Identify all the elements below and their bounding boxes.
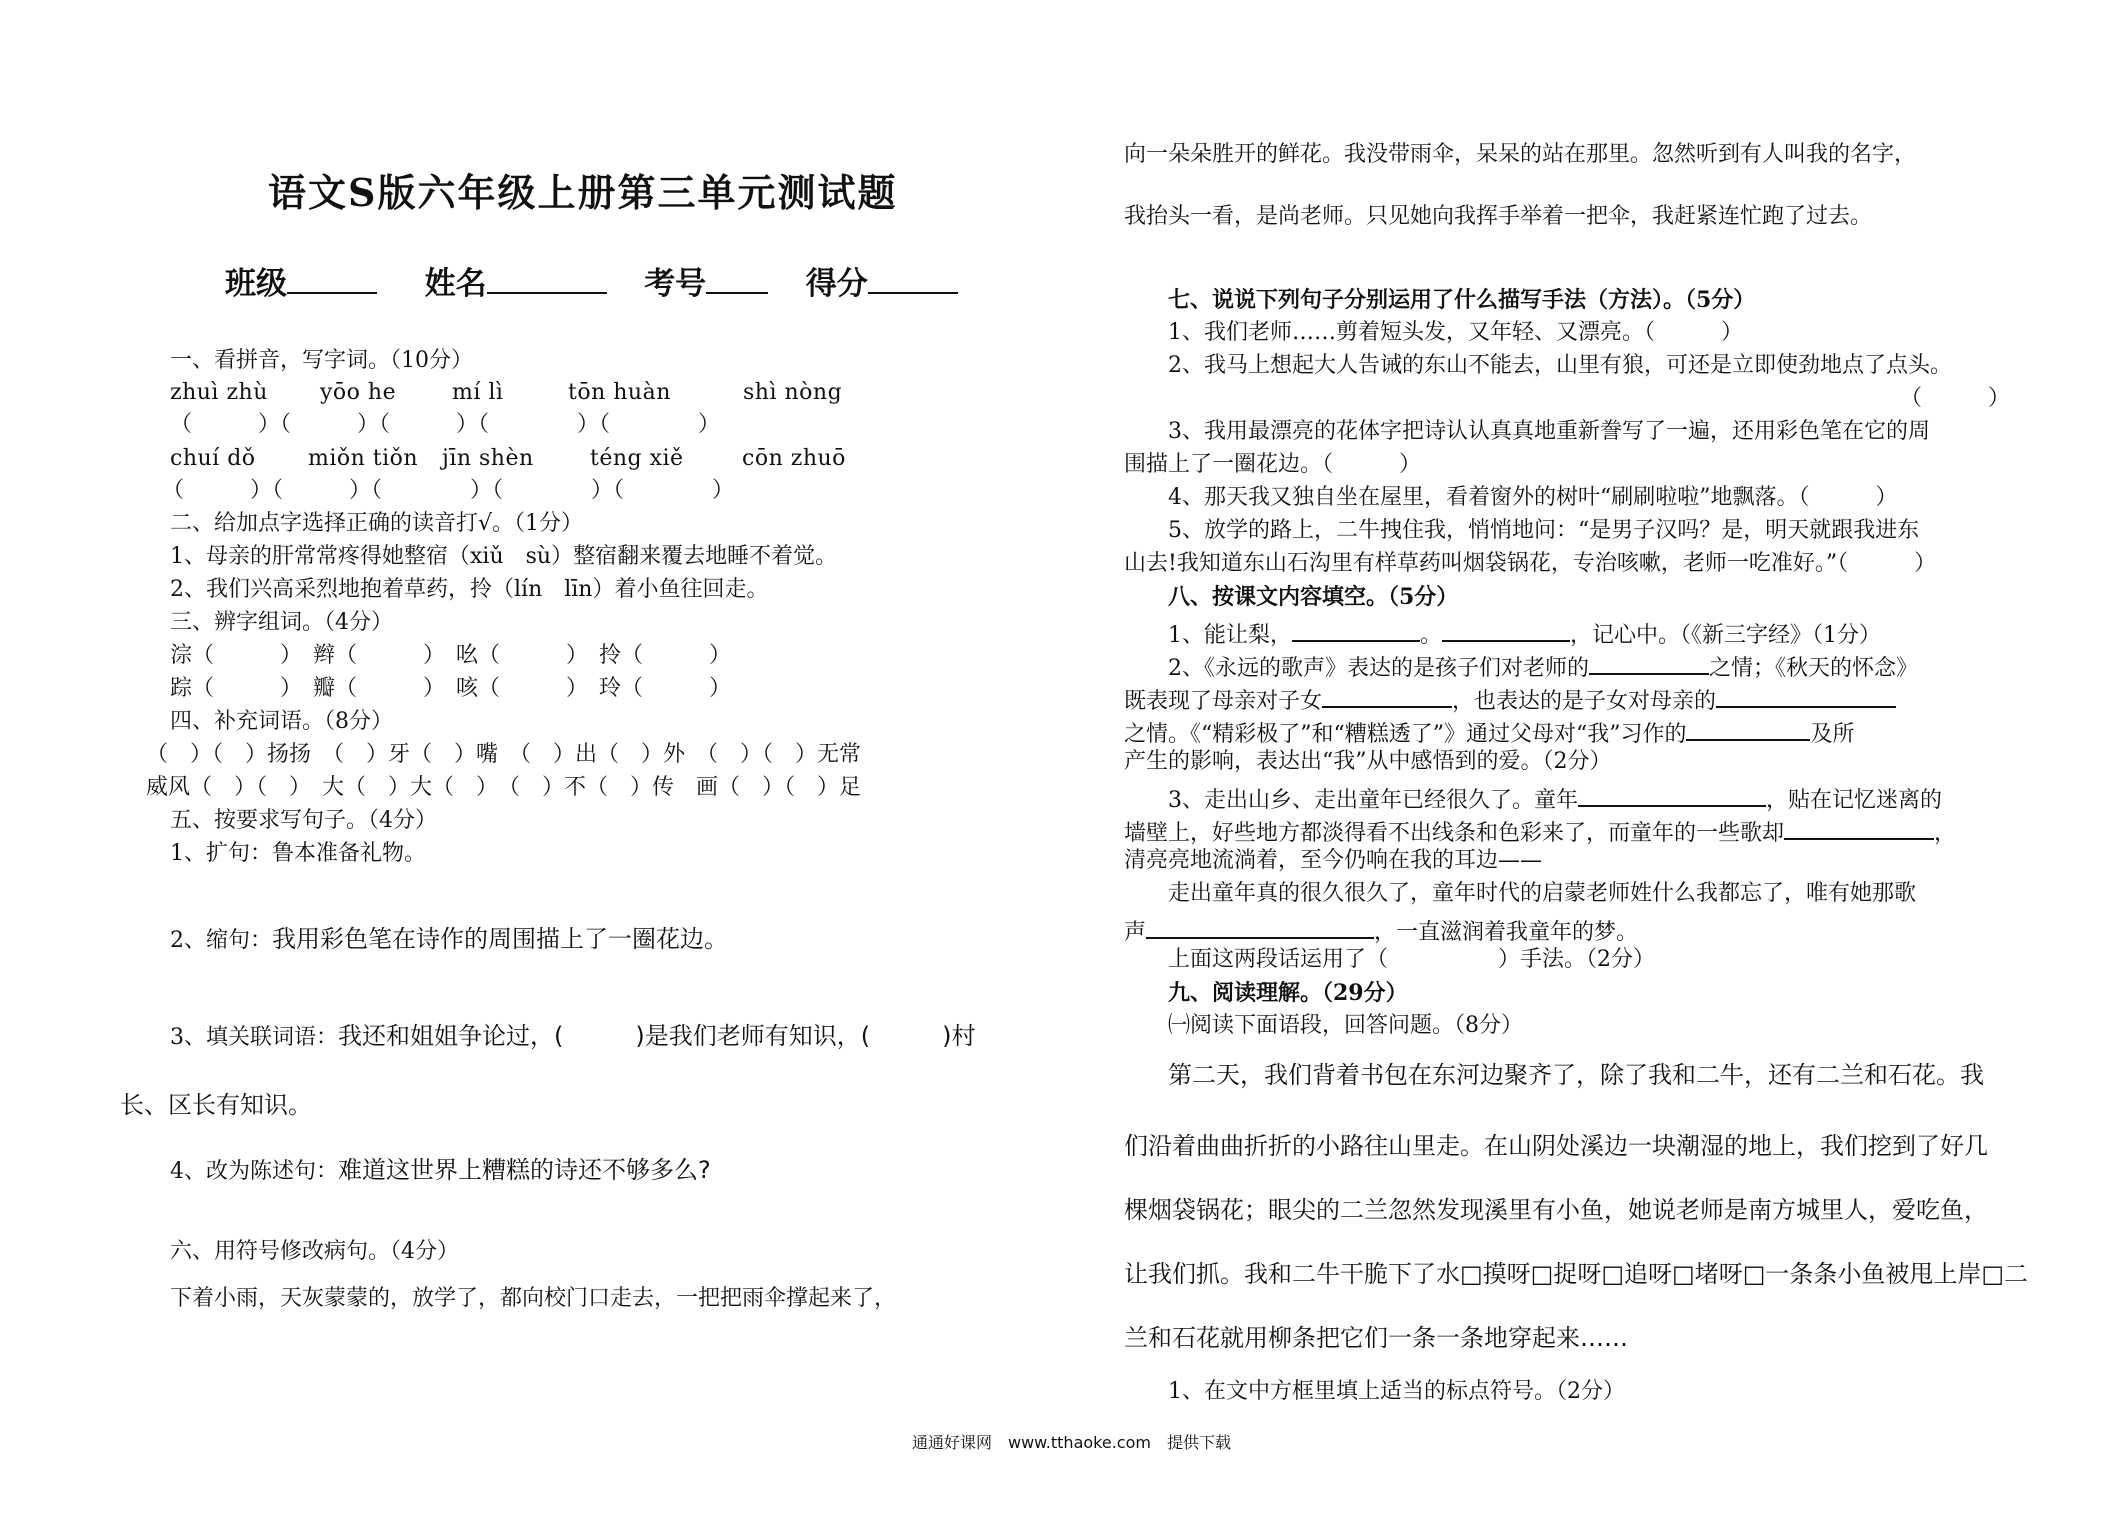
section-8-q2-line-4: 产生的影响，表达出“我”从中感悟到的爱。（2分） <box>1124 749 1612 774</box>
q4-label: 4、改为陈述句： <box>170 1159 338 1184</box>
section-7-line-1: 1、我们老师……剪着短头发，又年轻、又漂亮。（ ） <box>1168 320 1743 345</box>
section-5-q3-cont: 长、区长有知识。 <box>120 1091 312 1119</box>
section-7-line-2-answer[interactable]: （ ） <box>1900 386 2011 411</box>
q2-part-c: 既表现了母亲对子女 <box>1124 689 1323 714</box>
pinyin-row-2 <box>170 446 950 474</box>
q2-part-f: 及所 <box>1810 722 1855 747</box>
class-blank[interactable] <box>287 268 377 294</box>
fill-blank[interactable] <box>1716 682 1896 708</box>
answer-parens-row-1[interactable]: （ ）（ ）（ ）（ ）（ ） <box>170 412 721 437</box>
section-7-line-5b: 山去!我知道东山石沟里有样草药叫烟袋锅花，专治咳嗽，老师一吃准好。”（ ） <box>1124 551 1937 576</box>
score-label: 得分 <box>805 266 868 302</box>
section-2-line-1: 1、母亲的肝常常疼得她整宿（xiǔ sù）整宿翻来覆去地睡不着觉。 <box>170 544 838 569</box>
pinyin-item: téng xiě <box>590 446 684 471</box>
section-3-heading: 三、辨字组词。（4分） <box>170 610 393 635</box>
q2-label: 2、缩句： <box>170 928 272 953</box>
section-7-line-4: 4、那天我又独自坐在屋里，看着窗外的树叶“刷刷啦啦”地飘落。（ ） <box>1168 485 1898 510</box>
section-4-row-2[interactable]: 威风（ ）（ ） 大（ ）大（ ） （ ）不（ ）传 画（ ）（ ）足 <box>146 775 862 800</box>
reading-para-3: 棵烟袋锅花；眼尖的二兰忽然发现溪里有小鱼，她说老师是南方城里人，爱吃鱼， <box>1124 1196 1988 1224</box>
score-blank[interactable] <box>868 268 958 294</box>
q3-text: 我还和姐姐争论过，( )是我们老师有知识，( )村 <box>338 1022 976 1050</box>
header-fields <box>225 258 958 303</box>
q4-text: 难道这世界上糟糕的诗还不够多么? <box>338 1156 711 1184</box>
section-9-q1: 1、在文中方框里填上适当的标点符号。（2分） <box>1168 1379 1625 1404</box>
fill-blank[interactable] <box>1292 616 1420 642</box>
section-8-q1 <box>1168 616 1881 650</box>
fill-blank[interactable] <box>1589 649 1709 675</box>
section-5-q1: 1、扩句：鲁本准备礼物。 <box>170 841 426 866</box>
section-3-row-2[interactable]: 踪（ ） 瓣（ ） 咳（ ） 玲（ ） <box>170 676 732 701</box>
pinyin-row-1 <box>170 380 950 408</box>
q2-part-b: 之情；《秋天的怀念》 <box>1709 656 1919 681</box>
reading-para-2: 们沿着曲曲折折的小路往山里走。在山阴处溪边一块潮湿的地上，我们挖到了好几 <box>1124 1132 1988 1160</box>
section-7-line-3b: 围描上了一圈花边。（ ） <box>1124 452 1422 477</box>
section-1-heading: 一、看拼音，写字词。（10分） <box>170 348 473 373</box>
section-6-heading: 六、用符号修改病句。（4分） <box>170 1239 459 1264</box>
section-3-row-1[interactable]: 淙（ ） 辫（ ） 吆（ ） 拎（ ） <box>170 643 732 668</box>
reading-para-1: 第二天，我们背着书包在东河边聚齐了，除了我和二牛，还有二兰和石花。我 <box>1168 1061 1984 1089</box>
fill-blank[interactable] <box>1784 814 1934 840</box>
pinyin-item: shì nòng <box>743 380 843 405</box>
pinyin-item: chuí dǒ <box>170 446 256 471</box>
q2-text: 我用彩色笔在诗作的周围描上了一圈花边。 <box>272 925 728 953</box>
q2-part-a: 2、《永远的歌声》表达的是孩子们对老师的 <box>1168 656 1589 681</box>
section-6-para-1: 下着小雨，天灰蒙蒙的，放学了，都向校门口走去，一把把雨伞撑起来了， <box>170 1286 897 1311</box>
section-2-heading: 二、给加点字选择正确的读音打√。（1分） <box>170 511 584 536</box>
fill-blank[interactable] <box>1686 715 1810 741</box>
section-8-q3-line-4: 走出童年真的很久很久了，童年时代的启蒙老师姓什么我都忘了，唯有她那歌 <box>1168 881 1917 906</box>
footer-credit: 通通好课网 www.tthaoke.com 提供下载 <box>912 1433 1231 1452</box>
q3-part-b: ，贴在记忆迷离的 <box>1766 788 1943 813</box>
number-blank[interactable] <box>706 268 768 294</box>
number-label: 考号 <box>644 266 707 302</box>
section-7-line-3: 3、我用最漂亮的花体字把诗认认真真地重新誊写了一遍，还用彩色笔在它的周 <box>1168 419 1930 444</box>
q3-part-c: 墙壁上，好些地方都淡得看不出线条和色彩来了，而童年的一些歌却 <box>1124 821 1785 846</box>
fill-blank[interactable] <box>1146 913 1374 939</box>
q1-part-c: ，记心中。（《新三字经》（1分） <box>1570 623 1882 648</box>
fill-blank[interactable] <box>1442 616 1570 642</box>
section-2-line-2: 2、我们兴高采烈地抱着草药，拎（lín līn）着小鱼往回走。 <box>170 577 769 602</box>
name-label: 姓名 <box>424 266 487 302</box>
section-6-para-3: 我抬头一看，是尚老师。只见她向我挥手举着一把伞，我赶紧连忙跑了过去。 <box>1124 204 1873 229</box>
section-8-heading: 八、按课文内容填空。（5分） <box>1168 584 1459 610</box>
q2-part-e: 之情。《“精彩极了”和“糟糕透了”》通过父母对“我”习作的 <box>1124 722 1687 747</box>
section-8-q3-line-6: 上面这两段话运用了（ ）手法。（2分） <box>1168 947 1655 972</box>
class-label: 班级 <box>225 266 287 302</box>
q3-part-a: 3、走出山乡、走出童年已经很久了。童年 <box>1168 788 1578 813</box>
section-5-q4 <box>170 1155 711 1186</box>
pinyin-item: zhuì zhù <box>170 380 268 405</box>
section-8-q3-line-2 <box>1124 814 1956 848</box>
section-8-q3-line-3: 清亮亮地流淌着，至今仍响在我的耳边—— <box>1124 848 1543 873</box>
section-5-q3 <box>170 1021 975 1052</box>
pinyin-item: yōo he <box>320 380 397 405</box>
section-9-subheading: ㈠阅读下面语段，回答问题。（8分） <box>1168 1013 1523 1038</box>
pinyin-item: tōn huàn <box>568 380 671 405</box>
q1-part-b: 。 <box>1420 623 1443 648</box>
q3-part-h: ，一直滋润着我童年的梦。 <box>1374 920 1639 945</box>
name-blank[interactable] <box>487 268 607 294</box>
section-8-q2-line-1 <box>1168 649 1918 683</box>
section-7-line-2: 2、我马上想起大人告诫的东山不能去，山里有狼，可还是立即使劲地点了点头。 <box>1168 353 1952 378</box>
fill-blank[interactable] <box>1322 682 1452 708</box>
q3-part-g: 声 <box>1124 920 1147 945</box>
section-5-q2 <box>170 924 728 955</box>
section-6-para-2: 向一朵朵胜开的鲜花。我没带雨伞，呆呆的站在那里。忽然听到有人叫我的名字， <box>1124 142 1917 167</box>
section-7-heading: 七、说说下列句子分别运用了什么描写手法（方法）。（5分） <box>1168 287 1756 313</box>
section-8-q3-line-1 <box>1168 781 1942 815</box>
answer-parens-row-2[interactable]: （ ）（ ）（ ）（ ）（ ） <box>162 478 735 503</box>
reading-para-5: 兰和石花就用柳条把它们一条一条地穿起来…… <box>1124 1324 1628 1352</box>
section-8-q2-line-3 <box>1124 715 1855 749</box>
pinyin-item: jīn shèn <box>442 446 534 471</box>
section-4-heading: 四、补充词语。（8分） <box>170 709 393 734</box>
q3-label: 3、填关联词语： <box>170 1025 338 1050</box>
pinyin-item: mí lì <box>452 380 504 405</box>
q1-part-a: 1、能让梨， <box>1168 623 1292 648</box>
section-4-row-1[interactable]: （ ）（ ）扬扬 （ ）牙（ ）嘴 （ ）出（ ）外 （ ）（ ）无常 <box>146 742 862 767</box>
q3-part-d: ， <box>1934 821 1957 846</box>
pinyin-item: miǒn tiǒn <box>308 446 419 471</box>
section-9-heading: 九、阅读理解。（29分） <box>1168 980 1408 1006</box>
reading-para-4: 让我们抓。我和二牛干脆下了水□摸呀□捉呀□追呀□堵呀□一条条小鱼被甩上岸□二 <box>1124 1260 2029 1288</box>
pinyin-item: cōn zhuō <box>742 446 846 471</box>
section-5-heading: 五、按要求写句子。（4分） <box>170 808 437 833</box>
section-7-line-5: 5、放学的路上，二牛拽住我，悄悄地问：“是男子汉吗？是，明天就跟我进东 <box>1168 518 1920 543</box>
section-8-q2-line-2 <box>1124 682 1896 716</box>
q2-part-d: ，也表达的是子女对母亲的 <box>1452 689 1717 714</box>
section-8-q3-line-5 <box>1124 913 1638 947</box>
fill-blank[interactable] <box>1578 781 1766 807</box>
page-title: 语文S版六年级上册第三单元测试题 <box>268 170 898 215</box>
